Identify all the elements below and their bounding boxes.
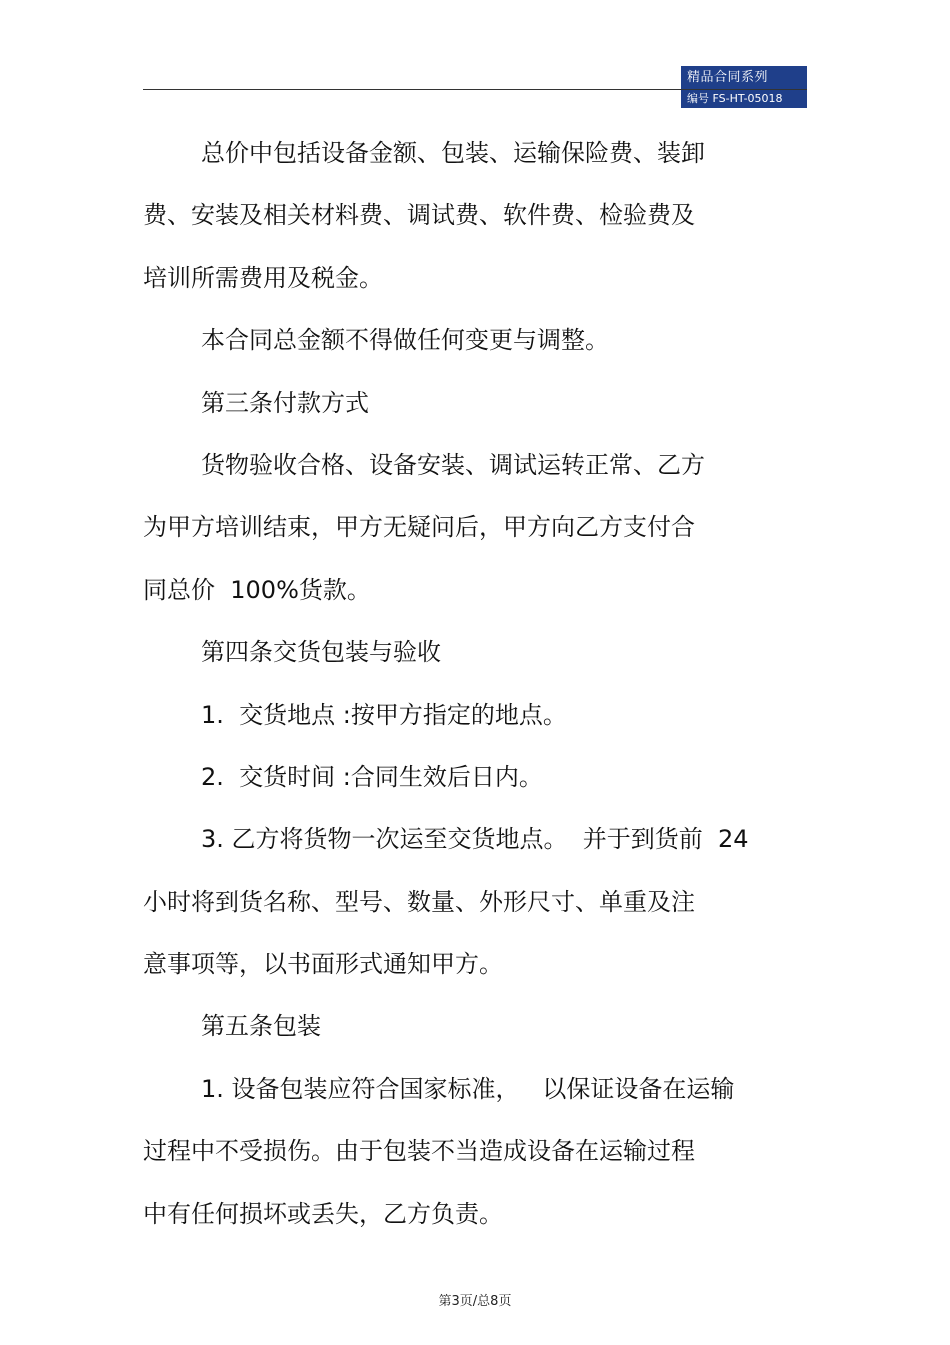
body-line: 中有任何损坏或丢失，乙方负责。 [143,1199,503,1228]
body-line: 1. 设备包装应符合国家标准， 以保证设备在运输 [201,1074,735,1103]
body-line: 同总价 100%货款。 [143,575,371,604]
document-code: 编号 FS-HT-05018 [681,90,807,108]
body-line: 货物验收合格、设备安装、调试运转正常、乙方 [201,450,705,479]
body-line: 2. 交货时间 :合同生效后日内。 [201,762,543,791]
body-line: 培训所需费用及税金。 [143,263,383,292]
body-line: 第四条交货包装与验收 [201,638,441,667]
document-body [143,122,823,1245]
page-number: 第3页/总8页 [438,1294,512,1309]
body-line: 第五条包装 [201,1012,321,1041]
body-line: 第三条付款方式 [201,388,369,417]
series-badge [681,66,807,108]
body-line: 费、安装及相关材料费、调试费、软件费、检验费及 [143,201,695,230]
body-line: 为甲方培训结束，甲方无疑问后，甲方向乙方支付合 [143,513,695,542]
body-line: 小时将到货名称、型号、数量、外形尺寸、单重及注 [143,887,695,916]
body-line: 本合同总金额不得做任何变更与调整。 [201,326,609,355]
body-line: 3. 乙方将货物一次运至交货地点。 并于到货前 24 [201,825,749,854]
body-line: 总价中包括设备金额、包装、运输保险费、装卸 [201,139,705,167]
series-label: 精品合同系列 [681,66,807,89]
body-line: 意事项等，以书面形式通知甲方。 [143,950,503,979]
body-line: 1. 交货地点 :按甲方指定的地点。 [201,700,567,729]
body-line: 过程中不受损伤。由于包装不当造成设备在运输过程 [143,1137,695,1166]
